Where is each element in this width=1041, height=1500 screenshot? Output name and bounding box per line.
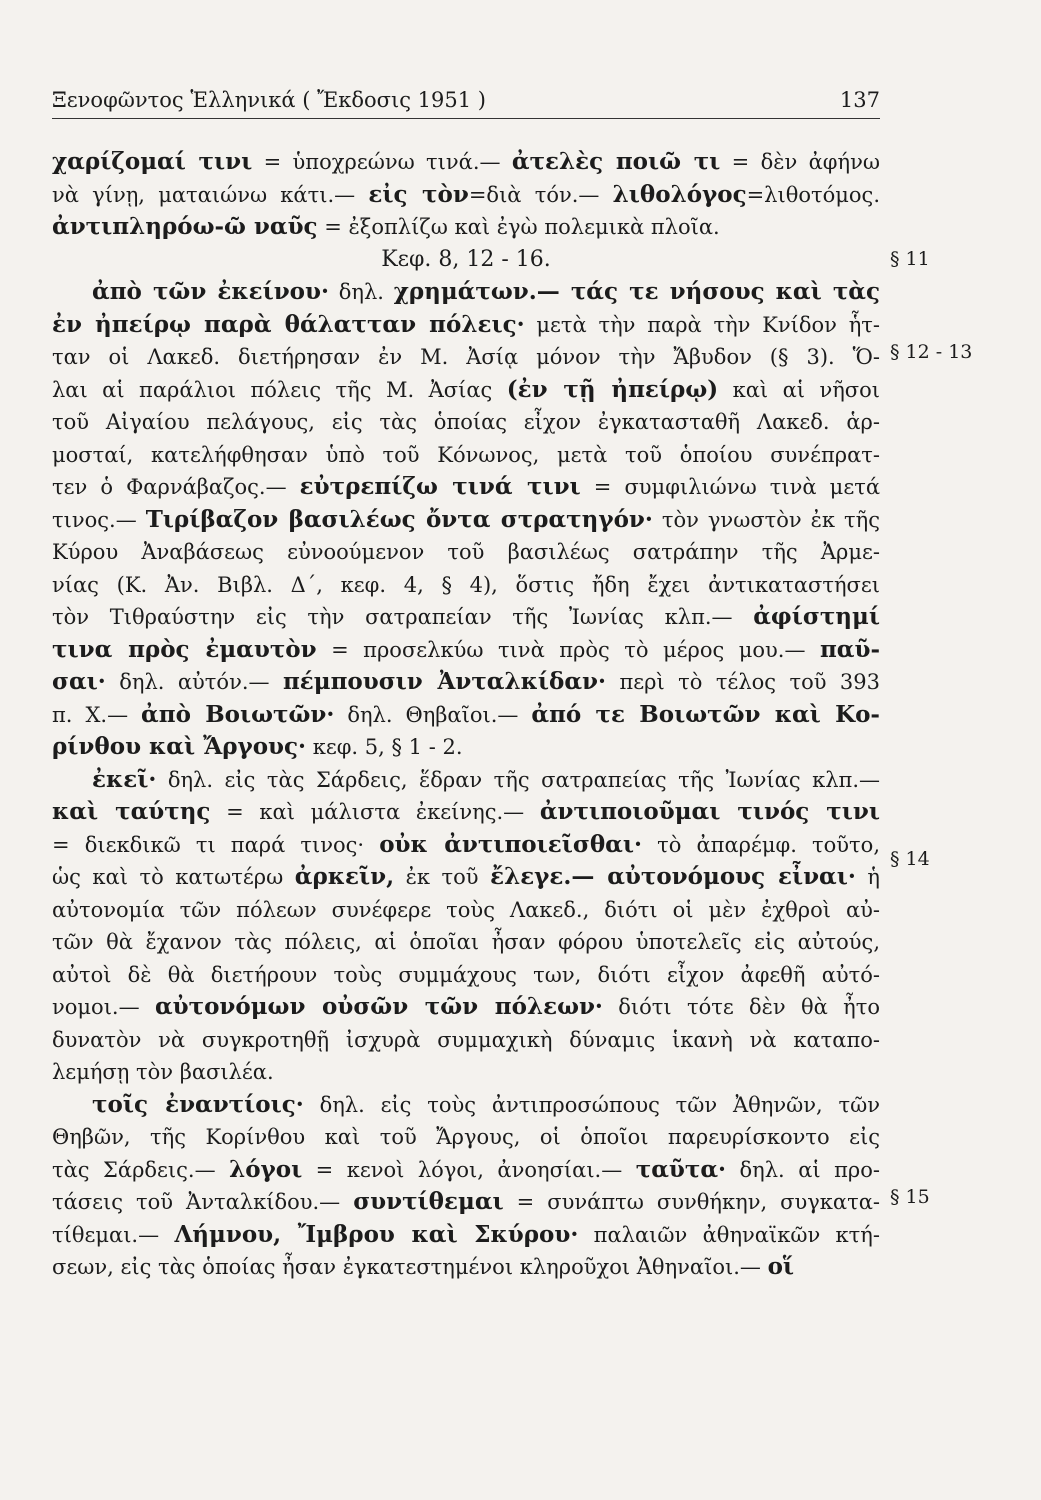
lemma-term: λόγοι <box>229 1155 303 1183</box>
lemma-term: ἀφίστημί <box>753 603 880 630</box>
gloss-text: δηλ. <box>328 280 394 304</box>
lemma-term: ἀντιπληρόω-ῶ ναῦς <box>52 213 318 240</box>
margin-ref-14: § 14 <box>890 848 930 870</box>
lemma-term: αὐτονόμων οὐσῶν τῶν πόλεων· <box>154 993 603 1020</box>
gloss-text: μοσταί, κατελήφθησαν ὑπὸ τοῦ Κόνωνος, μετὰ τοῦ ὁποίου συνέπρατ- <box>52 442 880 467</box>
gloss-text: τὸ ἀπαρέμφ. τοῦτο, <box>642 832 880 857</box>
text-line <box>52 146 880 179</box>
running-title: Ξενοφῶντος Ἑλληνικά ( Ἔκδοσις 1951 ) <box>52 88 486 112</box>
text-line <box>52 861 880 894</box>
gloss-text: δηλ. αὐτόν.— <box>105 670 283 694</box>
gloss-text: καὶ αἱ νῆσοι <box>718 377 880 402</box>
lemma-term: οἵ <box>767 1253 795 1280</box>
text-line <box>52 991 880 1024</box>
text-line <box>52 179 880 212</box>
text-line <box>52 731 880 764</box>
gloss-text: = προσελκύω τινὰ πρὸς τὸ μέρος μου.— <box>316 637 820 662</box>
gloss-text: δηλ. αἱ προ- <box>726 1157 880 1182</box>
gloss-text: λεμήσῃ τὸν βασιλέα. <box>52 1060 274 1084</box>
margin-ref-15: § 15 <box>890 1186 930 1208</box>
gloss-text: = κενοὶ λόγοι, ἀνοησίαι.— <box>302 1157 636 1182</box>
page-body <box>52 146 880 1284</box>
lemma-term: ἀπὸ τῶν ἐκείνου· <box>92 278 329 305</box>
text-line <box>52 666 880 699</box>
gloss-text: = συνάπτω συνθήκην, συγκατα- <box>503 1190 880 1214</box>
text-line <box>52 634 880 667</box>
lemma-term: ταῦτα· <box>635 1155 727 1183</box>
gloss-text: τεν ὁ Φαρνάβαζος.— <box>52 475 300 499</box>
gloss-text: Θηβῶν, τῆς Κορίνθου καὶ τοῦ Ἄργους, οἱ ὁποῖοι παρευρίσκοντο εἰς <box>52 1125 880 1149</box>
lemma-term: τινα πρὸς ἐμαυτὸν <box>52 635 317 663</box>
text-line <box>52 1024 880 1057</box>
running-header <box>52 88 880 119</box>
text-line <box>52 1154 880 1187</box>
text-line <box>52 959 880 992</box>
text-line <box>52 601 880 634</box>
text-line <box>52 1121 880 1154</box>
lemma-term: ἀπό τε Βοιωτῶν καὶ Κο- <box>531 700 880 728</box>
gloss-text: τινος.— <box>52 507 146 532</box>
margin-ref-12-13: § 12 - 13 <box>890 341 973 363</box>
gloss-text: τάσεις τοῦ Ἀνταλκίδου.— <box>52 1190 354 1214</box>
gloss-text: =λιθοτόμος. <box>746 182 880 207</box>
gloss-text: αὐτονομία τῶν πόλεων συνέφερε τοὺς Λακεδ., διότι οἱ μὲν ἐχθροὶ αὐ- <box>52 897 880 922</box>
gloss-text: = συμφιλιώνω τινὰ μετά <box>580 475 880 499</box>
gloss-text: μετὰ τὴν παρὰ τὴν Κνίδον ἧτ- <box>524 312 880 337</box>
gloss-text: περὶ τὸ τέλος τοῦ 393 <box>606 670 880 694</box>
gloss-text: νὰ γίνῃ, ματαιώνω κάτι.— <box>52 182 369 207</box>
gloss-text: κεφ. 5, § 1 - 2. <box>306 735 463 759</box>
gloss-text: τὸν γνωστὸν ἐκ τῆς <box>652 507 880 532</box>
text-line <box>52 1056 880 1089</box>
text-line <box>52 1186 880 1219</box>
text-line <box>52 374 880 407</box>
lemma-term: ἐκεῖ· <box>92 765 157 793</box>
gloss-text: διότι τότε δὲν θὰ ἦτο <box>602 995 880 1019</box>
lemma-term: ρίνθου καὶ Ἄργους· <box>52 733 307 760</box>
gloss-text: δηλ. εἰς τὰς Σάρδεις, ἕδραν τῆς σατραπείας τῆς Ἰωνίας κλπ.— <box>156 767 880 792</box>
gloss-text: Κεφ. 8, 12 - 16. <box>381 246 551 272</box>
gloss-text: Κύρου Ἀναβάσεως εὐνοούμενον τοῦ βασιλέως σατράπην τῆς Ἀρμε- <box>52 540 880 564</box>
gloss-text: ταν οἱ Λακεδ. διετήρησαν ἐν Μ. Ἀσίᾳ μόνον τὴν Ἄβυδον (§ 3). Ὅ- <box>52 345 880 369</box>
text-line <box>52 1219 880 1252</box>
text-line <box>52 894 880 927</box>
lemma-term: χαρίζομαί τινι <box>52 148 253 175</box>
gloss-text: = καὶ μάλιστα ἐκείνης.— <box>210 800 540 824</box>
text-line <box>52 1089 880 1122</box>
lemma-term: σαι· <box>52 668 106 695</box>
margin-ref-11: § 11 <box>890 248 930 270</box>
gloss-text: δυνατὸν νὰ συγκροτηθῇ ἰσχυρὰ συμμαχικὴ δύναμις ἱκανὴ νὰ καταπο- <box>52 1027 880 1052</box>
gloss-text: αὐτοὶ δὲ θὰ διετήρουν τοὺς συμμάχους των, διότι εἶχον ἀφεθῆ αὐτό- <box>52 962 880 987</box>
lemma-term: χρημάτων.— τάς τε νήσους καὶ τὰς <box>393 278 880 305</box>
gloss-text: τίθεμαι.— <box>52 1222 175 1247</box>
lemma-term: Λήμνου, Ἴμβρου καὶ Σκύρου· <box>174 1220 579 1248</box>
lemma-term: συντίθεμαι <box>353 1188 504 1215</box>
gloss-text: παλαιῶν ἀθηναϊκῶν κτή- <box>578 1222 880 1247</box>
gloss-text: νομοι.— <box>52 995 155 1019</box>
text-line <box>52 569 880 602</box>
lemma-term: καὶ ταύτης <box>52 798 211 825</box>
gloss-text: = διεκδικῶ τι παρά τινος· <box>52 832 380 857</box>
lemma-term: ἀρκεῖν, <box>294 863 395 890</box>
gloss-text: τῶν θὰ ἔχανον τὰς πόλεις, αἱ ὁποῖαι ἦσαν φόρου ὑποτελεῖς εἰς αὐτούς, <box>52 930 880 954</box>
lemma-term: Τιρίβαζον βασιλέως ὄντα στρατηγόν· <box>145 505 653 533</box>
text-line <box>52 309 880 342</box>
lemma-term: ἀντιποιοῦμαι τινός τινι <box>539 798 880 825</box>
gloss-text: σεων, εἰς τὰς ὁποίας ἦσαν ἐγκατεστημένοι κληροῦχοι Ἀθηναῖοι.— <box>52 1255 768 1279</box>
text-line <box>52 1251 880 1284</box>
text-line <box>52 796 880 829</box>
gloss-text: =διὰ τόν.— <box>468 182 613 207</box>
text-line <box>52 536 880 569</box>
gloss-text: = ἐξοπλίζω καὶ ἐγὼ πολεμικὰ πλοῖα. <box>317 215 720 239</box>
gloss-text: ἐκ τοῦ <box>394 865 491 889</box>
lemma-term: ἀτελὲς ποιῶ τι <box>511 148 721 175</box>
lemma-term: ἀπὸ Βοιωτῶν· <box>141 700 335 728</box>
gloss-text: τὰς Σάρδεις.— <box>52 1157 230 1182</box>
gloss-text: ἡ <box>855 865 880 889</box>
gloss-text: τοῦ Αἰγαίου πελάγους, εἰς τὰς ὁποίας εἶχον ἐγκατασταθῆ Λακεδ. ἁρ- <box>52 410 880 434</box>
gloss-text: π. Χ.— <box>52 702 142 727</box>
gloss-text: = δὲν ἀφήνω <box>720 150 880 174</box>
text-line <box>52 406 880 439</box>
lemma-term: λιθολόγος <box>612 180 747 208</box>
gloss-text: ὡς καὶ τὸ κατωτέρω <box>52 865 295 889</box>
text-line <box>52 276 880 309</box>
text-line <box>52 504 880 537</box>
lemma-term: πέμπουσιν Ἀνταλκίδαν· <box>282 668 607 695</box>
text-line <box>52 471 880 504</box>
text-line <box>52 699 880 732</box>
text-line <box>52 829 880 862</box>
text-line <box>52 244 880 277</box>
text-line <box>52 764 880 797</box>
lemma-term: ἔλεγε.— αὐτονόμους εἶναι· <box>490 863 856 890</box>
gloss-text: δηλ. εἰς τοὺς ἀντιπροσώπους τῶν Ἀθηνῶν, τῶν <box>303 1092 880 1117</box>
gloss-text: τὸν Τιθραύστην εἰς τὴν σατραπείαν τῆς Ἰωνίας κλπ.— <box>52 605 754 629</box>
gloss-text: δηλ. Θηβαῖοι.— <box>334 702 532 727</box>
text-line <box>52 439 880 472</box>
gloss-text: λαι αἱ παράλιοι πόλεις τῆς Μ. Ἀσίας <box>52 377 507 402</box>
page-number: 137 <box>839 88 880 112</box>
text-line <box>52 211 880 244</box>
gloss-text: νίας (Κ. Ἀν. Βιβλ. Δ΄, κεφ. 4, § 4), ὅστις ἤδη ἔχει ἀντικαταστήσει <box>52 572 880 597</box>
lemma-term: ἐν ἠπείρῳ παρὰ θάλατταν πόλεις· <box>52 310 525 338</box>
text-line <box>52 341 880 374</box>
lemma-term: εἰς τὸν <box>368 180 469 208</box>
gloss-text: = ὑποχρεώνω τινά.— <box>252 150 512 174</box>
lemma-term: εὐτρεπίζω τινά τινι <box>299 473 581 500</box>
lemma-term: (ἐν τῇ ἠπείρῳ) <box>506 375 719 403</box>
lemma-term: τοῖς ἐναντίοις· <box>92 1090 304 1118</box>
text-line <box>52 926 880 959</box>
lemma-term: οὐκ ἀντιποιεῖσθαι· <box>379 830 643 858</box>
lemma-term: παῦ- <box>819 635 880 663</box>
